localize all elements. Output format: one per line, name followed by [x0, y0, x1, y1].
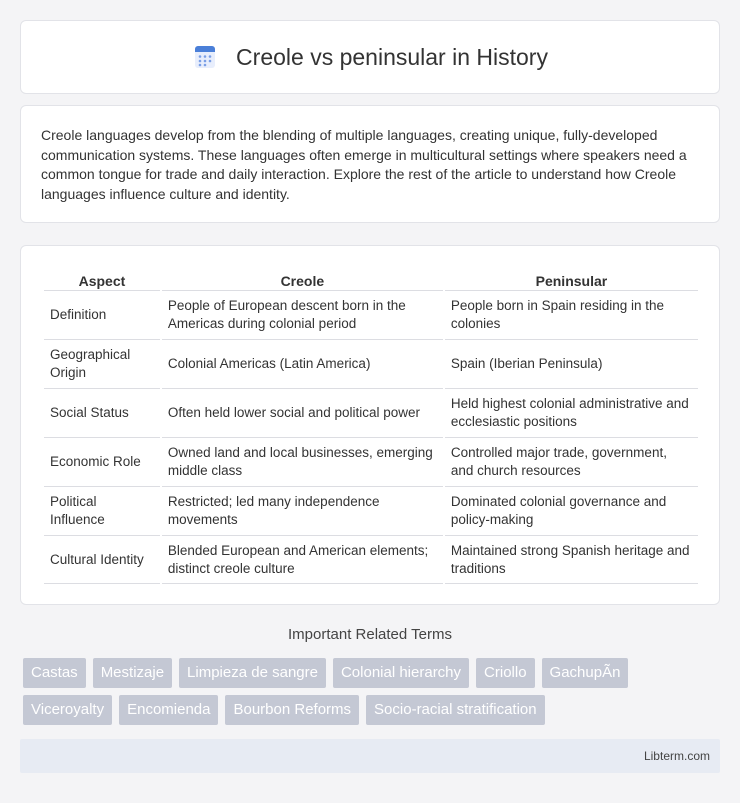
creole-cell: People of European descent born in the Americas during colonial period — [162, 290, 443, 339]
table-header-row — [44, 266, 698, 290]
tag-gachupin[interactable]: GachupÃn — [542, 658, 629, 688]
peninsular-cell: Maintained strong Spanish heritage and traditions — [445, 535, 698, 584]
peninsular-cell: People born in Spain residing in the colonies — [445, 290, 698, 339]
aspect-cell: Social Status — [44, 388, 160, 437]
intro-card — [20, 105, 720, 223]
footer-site-link[interactable]: Libterm.com — [643, 749, 710, 763]
creole-cell: Owned land and local businesses, emerging middle class — [162, 437, 443, 486]
comparison-table — [42, 266, 700, 584]
tag-row — [23, 658, 723, 688]
comparison-table-card — [20, 245, 720, 605]
creole-cell: Often held lower social and political power — [162, 388, 443, 437]
table-row — [44, 339, 698, 388]
header — [192, 44, 548, 71]
tag-socio-racial-stratification[interactable]: Socio-racial stratification — [366, 695, 545, 725]
table-row — [44, 437, 698, 486]
tag-mestizaje[interactable]: Mestizaje — [93, 658, 172, 688]
peninsular-cell: Spain (Iberian Peninsula) — [445, 339, 698, 388]
peninsular-cell: Held highest colonial administrative and ecclesiastic positions — [445, 388, 698, 437]
tag-row — [23, 695, 723, 725]
creole-cell: Restricted; led many independence movements — [162, 486, 443, 535]
peninsular-cell: Dominated colonial governance and policy-making — [445, 486, 698, 535]
table-row — [44, 535, 698, 584]
table-row — [44, 290, 698, 339]
header-card — [20, 20, 720, 94]
column-header-aspect: Aspect — [78, 273, 126, 289]
aspect-cell: Definition — [44, 290, 160, 339]
creole-cell: Blended European and American elements; distinct creole culture — [162, 535, 443, 584]
related-terms-title: Important Related Terms — [288, 626, 452, 643]
document-icon — [192, 44, 218, 70]
tag-encomienda[interactable]: Encomienda — [119, 695, 218, 725]
table-row — [44, 486, 698, 535]
footer — [20, 739, 720, 773]
related-terms-tags — [23, 658, 723, 732]
table-row — [44, 388, 698, 437]
peninsular-cell: Controlled major trade, government, and church resources — [445, 437, 698, 486]
tag-criollo[interactable]: Criollo — [476, 658, 535, 688]
aspect-cell: Geographical Origin — [44, 339, 160, 388]
intro-text: Creole languages develop from the blending of multiple languages, creating unique, fully-developed communication systems. These languages often emerge in multicultural settings where speakers need a common tongue for trade and daily interaction. Explore the rest of the article to understand how Creole languages influence culture and identity. — [41, 127, 687, 202]
tag-viceroyalty[interactable]: Viceroyalty — [23, 695, 112, 725]
column-header-creole: Creole — [280, 273, 325, 289]
tag-colonial-hierarchy[interactable]: Colonial hierarchy — [333, 658, 469, 688]
tag-bourbon-reforms[interactable]: Bourbon Reforms — [225, 695, 359, 725]
page-title: Creole vs peninsular in History — [236, 43, 548, 70]
column-header-peninsular: Peninsular — [535, 273, 608, 289]
tag-limpieza-de-sangre[interactable]: Limpieza de sangre — [179, 658, 326, 688]
aspect-cell: Cultural Identity — [44, 535, 160, 584]
aspect-cell: Political Influence — [44, 486, 160, 535]
creole-cell: Colonial Americas (Latin America) — [162, 339, 443, 388]
aspect-cell: Economic Role — [44, 437, 160, 486]
tag-castas[interactable]: Castas — [23, 658, 86, 688]
